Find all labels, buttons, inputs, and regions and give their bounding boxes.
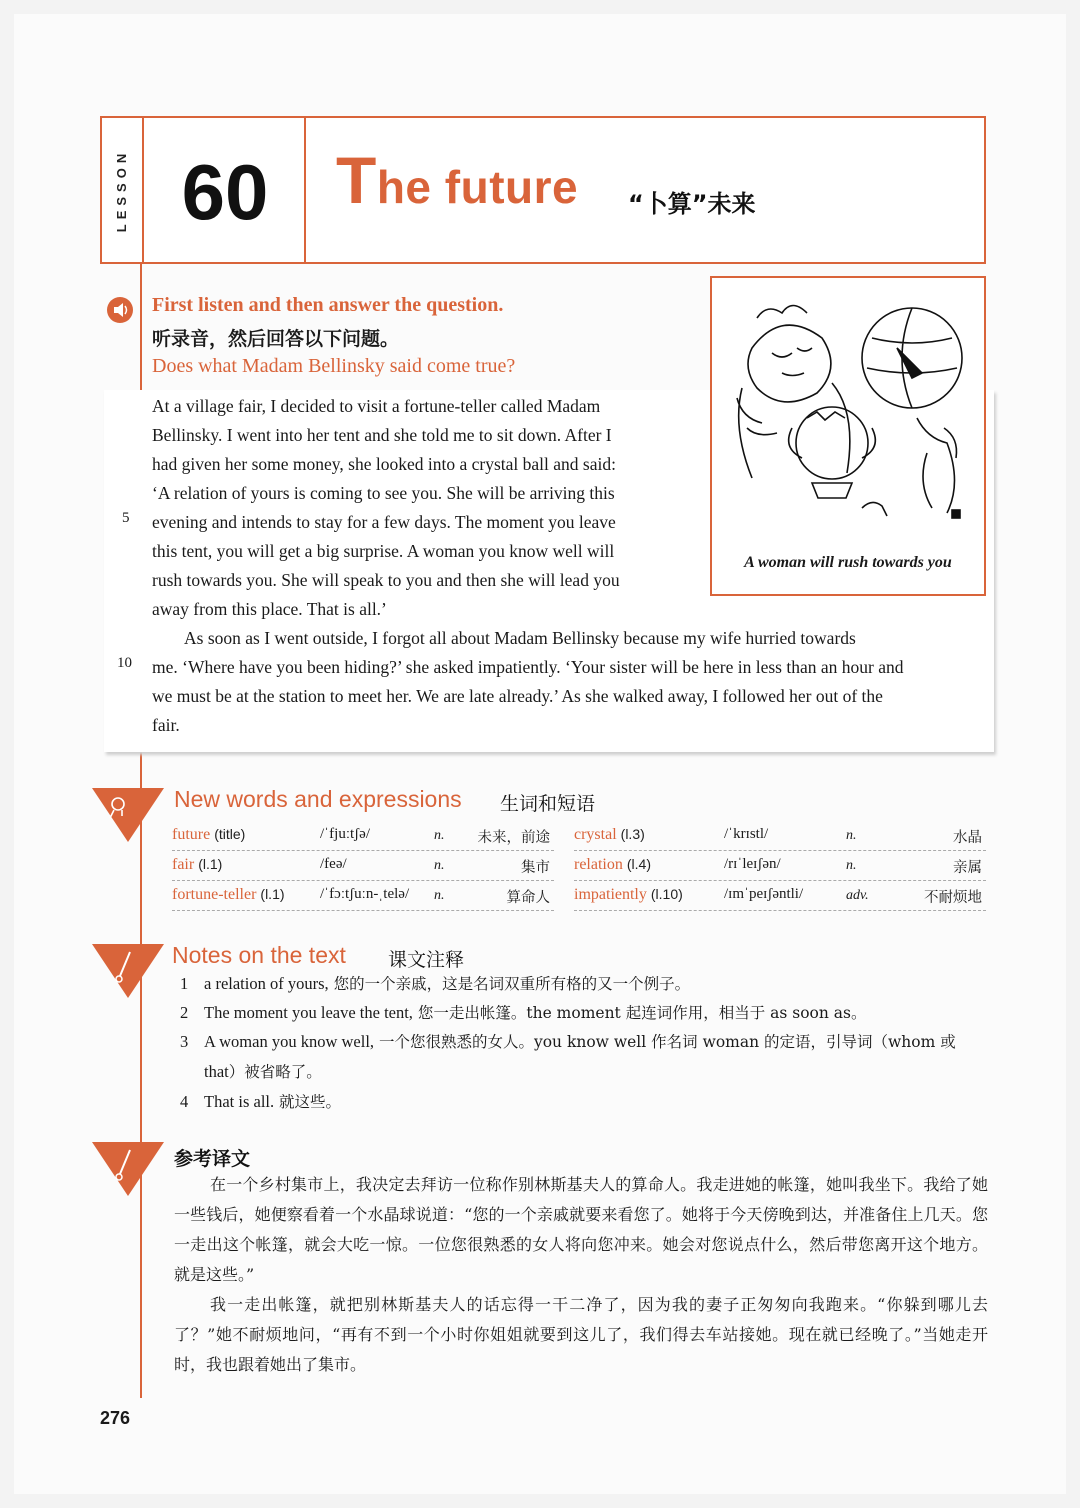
- note-en: A woman you know well,: [204, 1032, 375, 1051]
- lesson-label: [100, 118, 144, 262]
- note-cn: 您一走出帐篷。the moment 起连词作用，相当于 as soon as。: [412, 1004, 867, 1022]
- vocab-ref: (l.1): [260, 886, 285, 902]
- vocab-word-cell: [172, 856, 222, 874]
- notes-heading-cn: 课文注释: [388, 949, 465, 971]
- line-number-10: 10: [117, 655, 132, 671]
- vocab-word-cell: [172, 826, 245, 844]
- vocab-word: relation: [574, 856, 623, 873]
- passage-line: evening and intends to stay for a few days. The moment you leave: [152, 512, 616, 532]
- pen-icon: [92, 942, 164, 1000]
- vocab-meaning: 亲属: [953, 860, 982, 876]
- vocab-phonetic: /rɪˈleɪʃən/: [724, 856, 781, 872]
- vocab-word: fair: [172, 856, 195, 873]
- vocab-pos: adv.: [846, 888, 869, 903]
- vocab-row: [574, 822, 986, 851]
- note-cn: 您的一个亲戚，这是名词双重所有格的又一个例子。: [328, 975, 691, 993]
- page-number: 276: [100, 1408, 131, 1428]
- vocab-meaning: 算命人: [506, 890, 550, 906]
- vocab-ref: (l.10): [650, 886, 683, 902]
- vocab-word-cell: [172, 886, 285, 904]
- note-number: 2: [180, 1003, 189, 1022]
- illustration-frame: [710, 276, 986, 596]
- note-item: [180, 1001, 867, 1023]
- vocab-word: impatiently: [574, 886, 647, 903]
- vocab-meaning: 未来，前途: [477, 830, 550, 846]
- passage-line: As soon as I went outside, I forgot all about Madam Bellinsky because my wife hurried towards: [184, 628, 856, 648]
- pen-icon: [92, 1140, 164, 1198]
- passage-line: me. ‘Where have you been hiding?’ she asked impatiently. ‘Your sister will be here in less than an hour and: [152, 657, 904, 677]
- note-cn: 就这些。: [274, 1093, 342, 1111]
- passage-line: Bellinsky. I went into her tent and she told me to sit down. After I: [152, 425, 612, 445]
- vocab-phonetic: /ɪmˈpeɪʃəntli/: [724, 886, 804, 902]
- passage-line: away from this place. That is all.’: [152, 599, 387, 619]
- lightbulb-icon: [92, 786, 164, 844]
- lesson-title: [336, 142, 578, 218]
- vocab-phonetic: /ˈfɔːtʃuːn-ˌtelə/: [320, 886, 410, 902]
- note-number: 3: [180, 1032, 189, 1051]
- vocab-pos: n.: [846, 828, 857, 843]
- vocab-word: crystal: [574, 826, 617, 843]
- vocab-pos: n.: [846, 858, 857, 873]
- listen-question: Does what Madam Bellinsky said come true?: [152, 355, 516, 377]
- note-item: [180, 1090, 341, 1112]
- vocab-row: [574, 882, 986, 911]
- vocab-word: future: [172, 826, 211, 843]
- note-en: The moment you leave the tent,: [204, 1003, 413, 1022]
- speaker-icon[interactable]: [106, 296, 134, 324]
- translation-paragraph: 在一个乡村集市上，我决定去拜访一位称作别林斯基夫人的算命人。我走进她的帐篷，她叫我坐下。我给了她一些钱后，她便察看着一个水晶球说道：“您的一个亲戚就要来看您了。她将于今天傍晚到达，并准备住上几天。您一走出这个帐篷，就会大吃一惊。一位您很熟悉的女人将向您冲来。她会对您说点什么，然后带您离开这个地方。就是这些。”: [174, 1175, 988, 1284]
- note-number: 4: [180, 1092, 189, 1111]
- passage-line: fair.: [152, 715, 180, 735]
- vocab-ref: (l.3): [620, 826, 645, 842]
- translation-text: [174, 1170, 988, 1380]
- listen-instruction: First listen and then answer the question.: [152, 294, 504, 316]
- vocab-pos: n.: [434, 888, 445, 903]
- note-item: [180, 1030, 956, 1052]
- vocab-meaning: 集市: [521, 860, 550, 876]
- note-en: that: [204, 1062, 229, 1081]
- passage-line: this tent, you will get a big surprise. A woman you know well will: [152, 541, 615, 561]
- illustration-caption: A woman will rush towards you: [744, 554, 952, 571]
- title-initial: T: [336, 143, 377, 217]
- vocab-word-cell: [574, 886, 683, 904]
- note-item: [180, 972, 690, 994]
- vocab-heading: New words and expressions: [174, 786, 462, 812]
- vocab-ref: (title): [214, 826, 246, 842]
- vocab-ref: (l.1): [198, 856, 223, 872]
- vocab-row: [172, 852, 554, 881]
- vocab-word-cell: [574, 826, 645, 844]
- vocab-word-cell: [574, 856, 651, 874]
- passage-line: At a village fair, I decided to visit a fortune-teller called Madam: [152, 396, 601, 416]
- note-en: a relation of yours,: [204, 974, 329, 993]
- line-number-5: 5: [122, 510, 130, 526]
- lesson-title-cn: “卜算”未来: [628, 190, 756, 218]
- passage-line: had given her some money, she looked into a crystal ball and said:: [152, 454, 616, 474]
- vocab-row: [574, 852, 986, 881]
- passage-line: rush towards you. She will speak to you and then she will lead you: [152, 570, 620, 590]
- vocab-meaning: 水晶: [953, 830, 982, 846]
- notes-heading: Notes on the text: [172, 942, 346, 968]
- vocab-word: fortune-teller: [172, 886, 257, 903]
- vocab-heading-cn: 生词和短语: [500, 793, 596, 815]
- passage-line: we must be at the station to meet her. We are late already.’ As she walked away, I followed her out of the: [152, 686, 883, 706]
- fortune-teller-illustration: [712, 278, 984, 548]
- note-en: That is all.: [204, 1092, 275, 1111]
- vocab-row: [172, 822, 554, 851]
- header-divider: [304, 118, 306, 262]
- title-rest: he future: [376, 161, 579, 213]
- note-item: [180, 1060, 322, 1082]
- translation-paragraph: 我一走出帐篷，就把别林斯基夫人的话忘得一干二净了，因为我的妻子正匆匆向我跑来。“你躲到哪儿去了？”她不耐烦地问，“再有不到一个小时你姐姐就要到这儿了，我们得去车站接她。现在就已经晚了。”当她走开时，我也跟着她出了集市。: [174, 1295, 988, 1374]
- vocab-phonetic: /ˈfjuːtʃə/: [320, 826, 370, 842]
- vocab-pos: n.: [434, 858, 445, 873]
- note-number: 1: [180, 974, 189, 993]
- passage-line: ‘A relation of yours is coming to see you. She will be arriving this: [152, 483, 615, 503]
- vocab-ref: (l.4): [626, 856, 651, 872]
- lesson-number: 60: [181, 147, 269, 236]
- vocab-pos: n.: [434, 828, 445, 843]
- vocab-row: [172, 882, 554, 911]
- vocab-phonetic: /feə/: [320, 856, 347, 872]
- vocab-phonetic: /ˈkrɪstl/: [724, 826, 769, 842]
- translation-heading: 参考译文: [174, 1148, 251, 1170]
- note-cn: ）被省略了。: [228, 1063, 322, 1081]
- listen-instruction-cn: 听录音，然后回答以下问题。: [152, 328, 400, 350]
- vocab-meaning: 不耐烦地: [924, 890, 982, 906]
- lesson-label-text: LESSON: [114, 148, 130, 232]
- note-cn: 一个您很熟悉的女人。you know well 作名词 woman 的定语，引导词（whom 或: [374, 1033, 956, 1051]
